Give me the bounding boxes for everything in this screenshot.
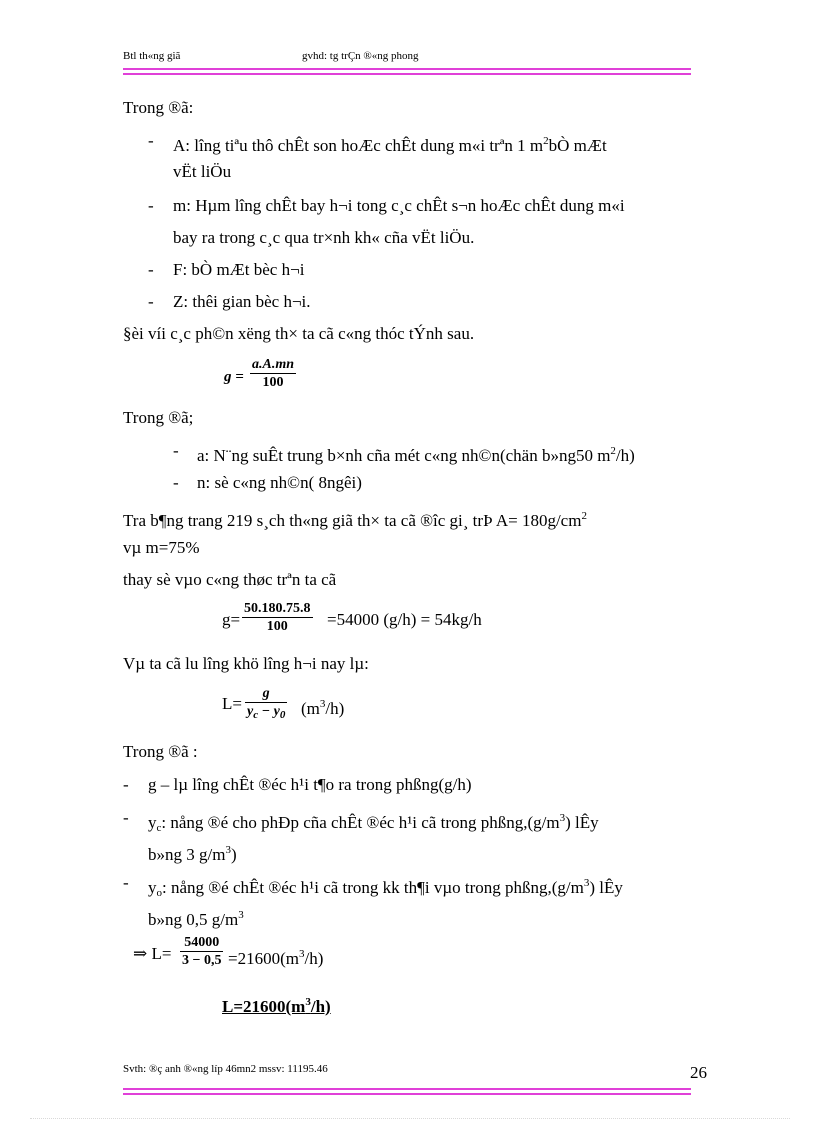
L-lhs: L= xyxy=(222,694,242,713)
item-m-line1: m: Hµm lîng chÊt bay h¬i tong c¸c chÊt s¬n hoÆc chÊt dung m«i xyxy=(173,196,625,215)
va-ta-line: Vµ ta cã lu lîng khö lîng h¬i nay lµ: xyxy=(123,654,369,673)
result-denominator: 3 − 0,5 xyxy=(182,953,222,968)
item-yc-line1: $y_c$: nång ®é cho phÐp cña chÊt ®éc h¹i cã trong $phßng,(g/m^3)$ lÊy xyxy=(148,812,599,834)
page-number: 26 xyxy=(690,1063,707,1082)
header-course: Btl th«ng giã xyxy=(123,50,181,62)
item-a: a: N¨ng suÊt trung b×nh cña mét c«ng nh©n(chän b»ng50 $m^2/h$) xyxy=(197,445,635,465)
formula-g-fraction xyxy=(250,357,296,392)
bullet-dash: - xyxy=(148,131,154,150)
final-result: $L=21600(m^3/h)$ xyxy=(222,996,331,1016)
item-F: F: bÒ mÆt bèc h¬i xyxy=(173,260,305,279)
item-g: g – lµ lîng chÊt ®éc h¹i t¶o ra trong phßng(g/h) xyxy=(148,775,472,794)
L-denominator: $y_c - y_0$ xyxy=(245,702,287,724)
item-n: n: sè c«ng nh©n( 8ngêi) xyxy=(197,473,362,492)
result-numerator: 54000 xyxy=(184,935,220,950)
trong-do-heading-2: Trong ®ã; xyxy=(123,408,194,427)
footer-student: Svth: ®ç anh ®«ng líp 46mn2 mssv: 11195.46 xyxy=(123,1063,328,1075)
item-yo-line2: b»ng 0,5 $g/m^3$ xyxy=(148,909,244,929)
header-rule xyxy=(123,68,691,75)
formula-g-denominator: 100 xyxy=(250,373,296,392)
bullet-dash: - xyxy=(173,473,179,492)
item-yc-line2: b»ng 3 $g/m^3$) xyxy=(148,844,237,864)
result-rhs: $=21600(m^3/h)$ xyxy=(228,948,324,968)
calc-lhs: g= xyxy=(222,610,241,629)
calc-result: =54000 (g/h) = 54kg/h xyxy=(327,610,482,629)
bullet-dash: - xyxy=(123,808,129,827)
L-unit: $(m^3/h)$ xyxy=(301,698,345,718)
result-lhs: ⇒ L= xyxy=(133,944,172,963)
L-fraction xyxy=(245,686,287,724)
calc-numerator: 50.180.75.8 xyxy=(244,601,311,616)
page-edge-divider xyxy=(30,1118,790,1119)
trong-do-heading-3: Trong ®ã : xyxy=(123,742,198,761)
calc-fraction xyxy=(242,601,313,636)
result-fraction xyxy=(180,935,223,970)
L-numerator: g xyxy=(262,686,270,701)
bullet-dash: - xyxy=(123,873,129,892)
item-m-line2: bay ra trong c¸c qua tr×nh kh« cña vËt liÖu. xyxy=(173,228,475,247)
bullet-dash: - xyxy=(148,292,154,311)
formula-g-numerator: a.A.mn xyxy=(252,357,295,372)
bullet-dash: - xyxy=(173,441,179,460)
bullet-dash: - xyxy=(148,196,154,215)
item-A-line1: A: lîng tiªu thô chÊt son hoÆc chÊt dung m«i trªn 1 $m^2bÒ$ mÆt xyxy=(173,135,607,155)
formula-g-lhs: g = xyxy=(224,369,244,385)
item-yo-line1: $y_o$: nång ®é chÊt ®éc h¹i cã trong kk th¶i vµo trong $phßng,(g/m^3)$ lÊy xyxy=(148,877,623,899)
tra-bang-paragraph: Tra b¶ng trang 219 s¸ch th«ng giã th× ta cã ®îc gi¸ trÞ $A= 180g/cm^2$ xyxy=(123,510,587,530)
calc-denominator: 100 xyxy=(242,617,313,636)
item-A-line2: vËt liÖu xyxy=(173,162,232,181)
header-advisor: gvhd: tg trÇn ®«ng phong xyxy=(302,50,419,62)
doi-voi-paragraph: §èi víi c¸c ph©n xëng th× ta cã c«ng thóc tÝnh sau. xyxy=(123,324,475,343)
trong-do-heading-1: Trong ®ã: xyxy=(123,98,194,117)
va-m-line: vµ m=75% xyxy=(123,538,200,557)
item-Z: Z: thêi gian bèc h¬i. xyxy=(173,292,311,311)
footer-rule xyxy=(123,1088,691,1095)
thay-so-line: thay sè vµo c«ng thøc trªn ta cã xyxy=(123,570,337,589)
bullet-dash: - xyxy=(123,775,129,794)
bullet-dash: - xyxy=(148,260,154,279)
